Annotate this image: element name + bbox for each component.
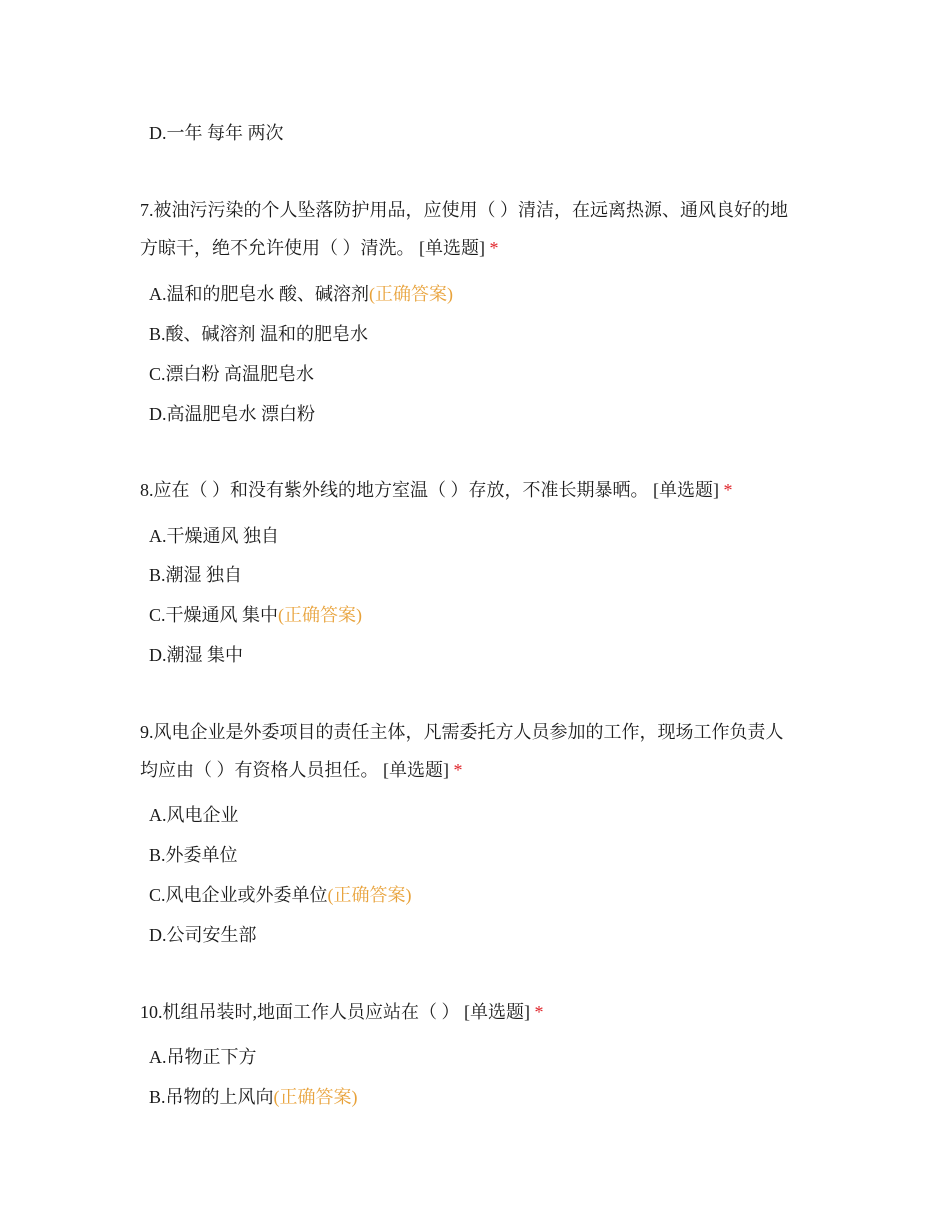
question-text-line: 方晾干，绝不允许使用（ ）清洗。 [单选题] *	[140, 238, 499, 258]
option-text: D.潮湿 集中	[149, 645, 243, 665]
option-d	[149, 643, 243, 667]
option-b	[149, 563, 242, 587]
option-a	[149, 282, 453, 306]
option-b	[149, 322, 368, 346]
option-d	[149, 121, 284, 145]
question-text-line: 7.被油污污染的个人坠落防护用品，应使用（ ）清洁，在远离热源、通风良好的地	[140, 200, 788, 220]
option-text: A.温和的肥皂水 酸、碱溶剂	[149, 284, 369, 304]
option-a	[149, 1045, 257, 1069]
option-c	[149, 883, 412, 907]
option-text: A.吊物正下方	[149, 1047, 257, 1067]
option-text: A.风电企业	[149, 805, 239, 825]
option-text: B.潮湿 独自	[149, 565, 243, 585]
option-text: B.酸、碱溶剂 温和的肥皂水	[149, 324, 369, 344]
question-text-line: 10.机组吊装时,地面工作人员应站在（ ） [单选题] *	[140, 1002, 544, 1022]
question-text-line: 8.应在（ ）和没有紫外线的地方室温（ ）存放，不准长期暴晒。 [单选题] *	[140, 480, 733, 500]
option-text: D.一年 每年 两次	[149, 123, 284, 143]
option-text: D.公司安生部	[149, 925, 257, 945]
option-text: D.高温肥皂水 漂白粉	[149, 404, 315, 424]
question-type-tag: [单选题]	[419, 238, 485, 258]
option-d	[149, 402, 315, 426]
option-text: B.外委单位	[149, 845, 238, 865]
option-text: B.吊物的上风向	[149, 1087, 274, 1107]
question-type-tag: [单选题]	[383, 760, 449, 780]
option-a	[149, 524, 279, 548]
option-d	[149, 923, 257, 947]
option-text: C.干燥通风 集中	[149, 605, 279, 625]
correct-answer-marker: (正确答案)	[278, 605, 363, 625]
option-text: C.风电企业或外委单位	[149, 885, 328, 905]
option-text: A.干燥通风 独自	[149, 526, 279, 546]
option-b	[149, 843, 238, 867]
option-a	[149, 803, 239, 827]
correct-answer-marker: (正确答案)	[273, 1087, 358, 1107]
option-c	[149, 603, 362, 627]
required-mark: *	[453, 760, 463, 780]
correct-answer-marker: (正确答案)	[327, 885, 412, 905]
required-mark: *	[489, 238, 499, 258]
question-type-tag: [单选题]	[464, 1002, 530, 1022]
required-mark: *	[534, 1002, 544, 1022]
question-type-tag: [单选题]	[653, 480, 719, 500]
correct-answer-marker: (正确答案)	[369, 284, 453, 304]
required-mark: *	[723, 480, 733, 500]
option-text: C.漂白粉 高温肥皂水	[149, 364, 315, 384]
question-text-line: 均应由（ ）有资格人员担任。 [单选题] *	[140, 760, 463, 780]
option-c	[149, 362, 314, 386]
question-text-line: 9.风电企业是外委项目的责任主体，凡需委托方人员参加的工作，现场工作负责人	[140, 722, 784, 742]
option-b	[149, 1085, 358, 1109]
